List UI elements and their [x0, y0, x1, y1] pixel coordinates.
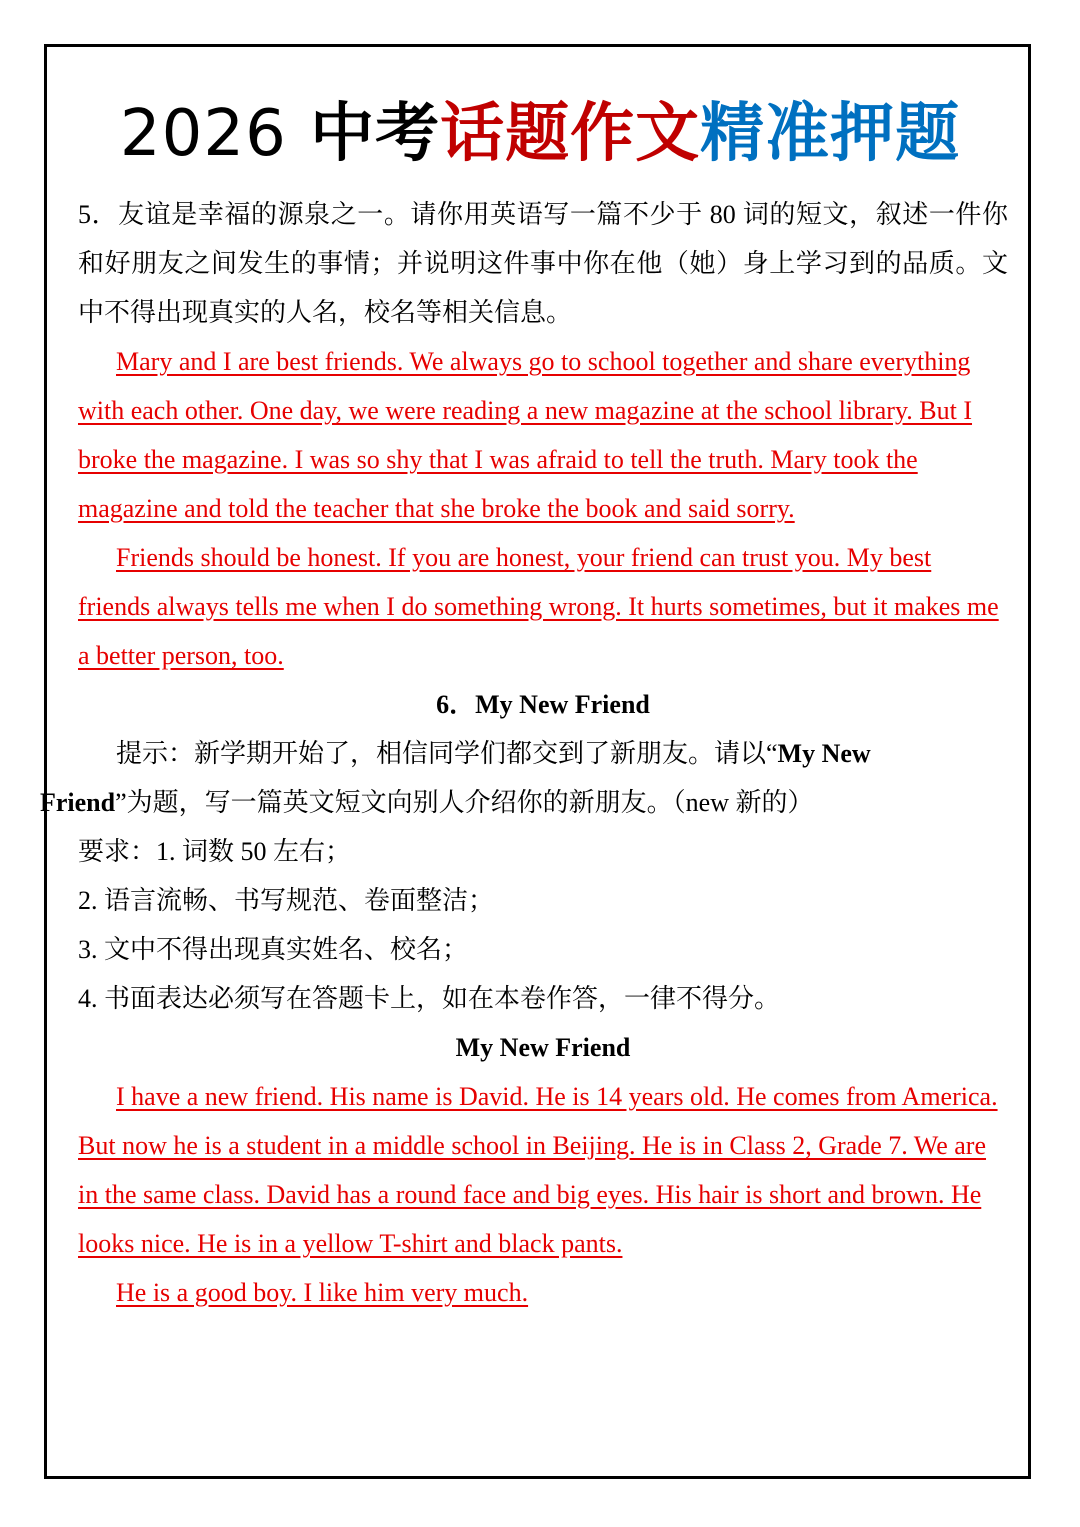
title-exam: 中考 [310, 97, 441, 171]
q6-hint-part-b: ”为题，写一篇英文短文向别人介绍你的新朋友。（new 新的） [115, 788, 814, 817]
q6-requirement-3: 3. 文中不得出现真实姓名、校名； [78, 935, 469, 964]
q6-answer-paragraph-1: I have a new friend. His name is David. He is 14 years old. He comes from America. But now he is a student in a middle school in Beijing. He is in Class 2, Grade 7. We are in the same class. David has a round face and big eyes. His hair is short and brown. He looks nice. He is in a yellow T-shirt and black pants. [78, 1082, 998, 1258]
q6-requirement-1: 要求：1. 词数 50 左右； [78, 837, 352, 866]
q5-answer-paragraph-2: Friends should be honest. If you are honest, your friend can trust you. My best friends always tells me when I do something wrong. It hurts sometimes, but it makes me a better person, too. [78, 543, 999, 670]
q6-hint-title-2: Friend [40, 788, 116, 817]
q6-hint-part-a: 提示：新学期开始了，相信同学们都交到了新朋友。请以“ [116, 739, 778, 768]
q6-requirement-4: 4. 书面表达必须写在答题卡上，如在本卷作答，一律不得分。 [78, 984, 781, 1013]
q6-answer-paragraph-2: He is a good boy. I like him very much. [116, 1278, 529, 1307]
q6-hint-title-1: My New [777, 739, 871, 768]
q5-prompt: 5．友谊是幸福的源泉之一。请你用英语写一篇不少于 80 词的短文，叙述一件你和好朋友之间发生的事情；并说明这件事中你在他（她）身上学习到的品质。文中不得出现真实的人名，校名等相关信息。 [78, 200, 1008, 327]
q6-heading: 6．My New Friend [436, 690, 650, 719]
q6-essay-title: My New Friend [455, 1033, 631, 1062]
document-body [40, 190, 1008, 1317]
page-title [0, 86, 1080, 182]
title-precise-prediction: 精准押题 [700, 97, 961, 171]
title-year: 2026 [119, 97, 287, 171]
q6-requirement-2: 2. 语言流畅、书写规范、卷面整洁； [78, 886, 495, 915]
title-topic-essay: 话题作文 [440, 97, 701, 171]
q5-answer-paragraph-1: Mary and I are best friends. We always go to school together and share everything with each other. One day, we were reading a new magazine at the school library. But I broke the magazine. I was so shy that I was afraid to tell the truth. Mary took the magazine and told the teacher that she broke the book and said sorry. [78, 347, 973, 523]
q6-hint [40, 729, 1008, 827]
